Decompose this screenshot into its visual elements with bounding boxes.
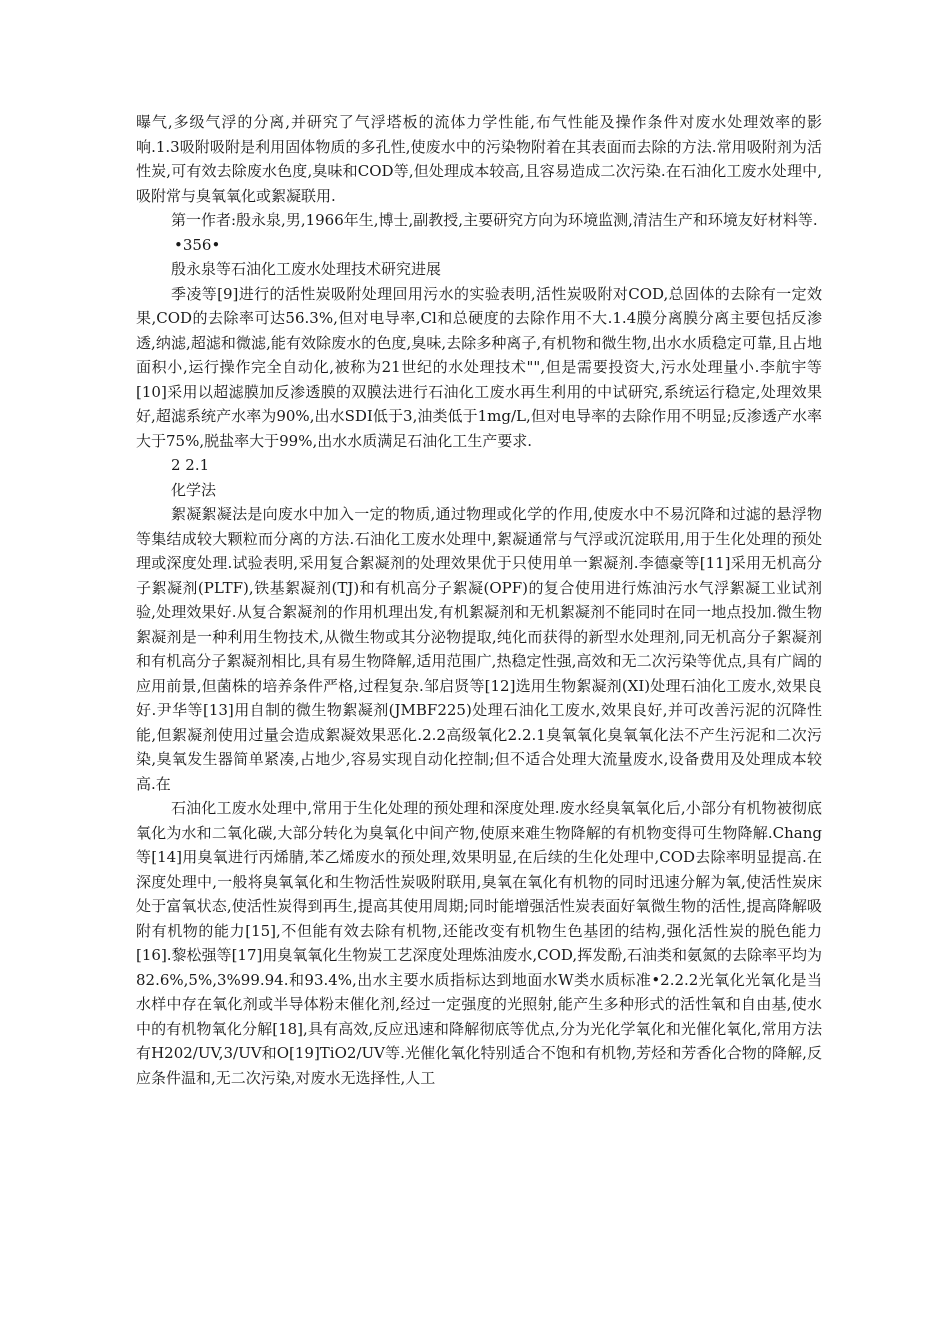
paragraph-flocculation: 絮凝絮凝法是向废水中加入一定的物质,通过物理或化学的作用,使废水中不易沉降和过滤的悬浮物等集结成较大颗粒而分离的方法.石油化工废水处理中,絮凝通常与气浮或沉淀联用,用于生化处理的预处理或深度处理.试验表明,采用复合絮凝剂的处理效果优于只使用单一絮凝剂.李德豪等[11]采用无机高分子絮凝剂(PLTF),铁基絮凝剂(TJ)和有机高分子絮凝(OPF)的复合使用进行炼油污水气浮絮凝工业试剂验,处理效果好.从复合絮凝剂的作用机理出发,有机絮凝剂和无机絮凝剂不能同时在同一地点投加.微生物絮凝剂是一种利用生物技术,从微生物或其分泌物提取,纯化而获得的新型水处理剂,同无机高分子絮凝剂和有机高分子絮凝剂相比,具有易生物降解,适用范围广,热稳定性强,高效和无二次污染等优点,具有广阔的应用前景,但菌株的培养条件严格,过程复杂.邹启贤等[12]选用生物絮凝剂(XI)处理石油化工废水,效果良好.尹华等[13]用自制的微生物絮凝剂(JMBF225)处理石油化工废水,效果良好,并可改善污泥的沉降性能,但絮凝剂使用过量会造成絮凝效果恶化.2.2高级氧化2.2.1臭氧氧化臭氧氧化法不产生污泥和二次污染,臭氧发生器简单紧凑,占地少,容易实现自动化控制;但不适合处理大流量废水,设备费用及处理成本较高.在 xyxy=(136,505,822,793)
paragraph-adsorption: 曝气,多级气浮的分离,并研究了气浮塔板的流体力学性能,布气性能及操作条件对废水处理效率的影响.1.3吸附吸附是利用固体物质的多孔性,使废水中的污染物附着在其表面而去除的方法.常用吸附剂为活性炭,可有效去除废水色度,臭味和COD等,但处理成本较高,且容易造成二次污染.在石油化工废水处理中,吸附常与臭氧氧化或絮凝联用. xyxy=(136,113,822,205)
page-number: •356• xyxy=(174,235,221,254)
paragraph-ozone-oxidation: 石油化工废水处理中,常用于生化处理的预处理和深度处理.废水经臭氧氧化后,小部分有机物被彻底氧化为水和二氧化碳,大部分转化为臭氧化中间产物,使原来难生物降解的有机物变得可生物降解.Chang等[14]用臭氧进行丙烯腈,苯乙烯废水的预处理,效果明显,在后续的生化处理中,COD去除率明显提高.在深度处理中,一般将臭氧氧化和生物活性炭吸附联用,臭氧在氧化有机物的同时迅速分解为氧,使活性炭床处于富氧状态,使活性炭得到再生,提高其使用周期;同时能增强活性炭表面好氧微生物的活性,提高降解吸附有机物的能力[15],不但能有效去除有机物,还能改变有机物生色基团的结构,强化活性炭的脱色能力[16].黎松强等[17]用臭氧氧化生物炭工艺深度处理炼油废水,COD,挥发酚,石油类和氨氮的去除率平均为82.6%,5%,3%99.94.和93.4%,出水主要水质指标达到地面水W类水质标准•2.2.2光氧化光氧化是当水样中存在氧化剂或半导体粉末催化剂,经过一定强度的光照射,能产生多种形式的活性氧和自由基,使水中的有机物氧化分解[18],具有高效,反应迅速和降解彻底等优点,分为光化学氧化和光催化氧化,常用方法有H202/UV,3/UV和O[19]TiO2/UV等.光催化氧化特别适合不饱和有机物,芳烃和芳香化合物的降解,反应条件温和,无二次污染,对废水无选择性,人工 xyxy=(136,799,822,1087)
paragraph-membrane: 季凌等[9]进行的活性炭吸附处理回用污水的实验表明,活性炭吸附对COD,总固体的去除有一定效果,COD的去除率可达56.3%,但对电导率,Cl和总硬度的去除作用不大.1.4膜分离膜分离主要包括反渗透,纳滤,超滤和微滤,能有效除废水的色度,臭味,去除多种离子,有机物和微生物,出水水质稳定可靠,且占地面积小,运行操作完全自动化,被称为21世纪的水处理技术"",但是需要投资大,污水处理量小.李航宇等[10]采用以超滤膜加反渗透膜的双膜法进行石油化工废水再生利用的中试研究,系统运行稳定,处理效果好,超滤系统产水率为90%,出水SDI低于3,油类低于1mg/L,但对电导率的去除作用不明显;反渗透产水率大于75%,脱盐率大于99%,出水水质满足石油化工生产要求. xyxy=(136,284,822,450)
document-page xyxy=(136,110,822,1090)
paragraph-author-note: 第一作者:殷永泉,男,1966年生,博士,副教授,主要研究方向为环境监测,清洁生产和环境友好材料等. xyxy=(171,211,818,229)
running-title: 殷永泉等石油化工废水处理技术研究进展 xyxy=(171,260,442,278)
section-number: 2 2.1 xyxy=(171,456,210,474)
section-title: 化学法 xyxy=(171,480,217,499)
